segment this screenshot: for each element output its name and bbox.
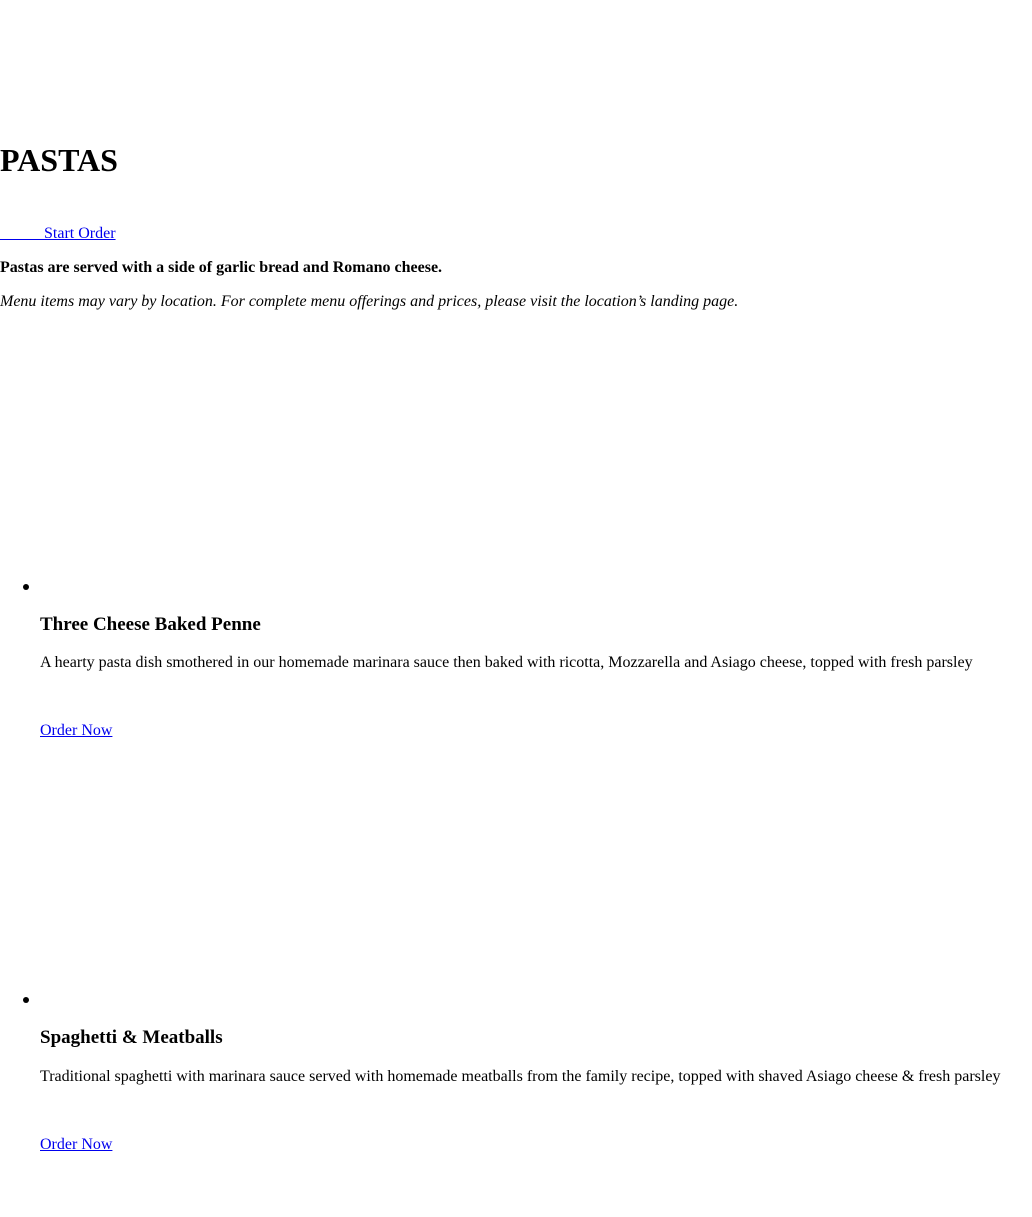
order-now-link[interactable]: Order Now <box>40 1136 113 1153</box>
menu-item-name: Three Cheese Baked Penne <box>40 614 261 635</box>
start-order-spacer <box>0 225 44 242</box>
order-now-link[interactable]: Order Now <box>40 722 113 739</box>
menu-disclaimer: Menu items may vary by location. For complete menu offerings and prices, please visit the location’s landing page. <box>0 293 739 310</box>
menu-item-image <box>40 744 1000 984</box>
list-bullet <box>23 997 29 1003</box>
menu-item-name: Spaghetti & Meatballs <box>40 1027 223 1048</box>
menu-item-description: Traditional spaghetti with marinara sauce served with homemade meatballs from the family recipe, topped with shaved Asiago cheese & fresh parsley <box>40 1068 1001 1085</box>
menu-item-description: A hearty pasta dish smothered in our homemade marinara sauce then baked with ricotta, Mozzarella and Asiago cheese, topped with fresh parsley <box>40 654 973 671</box>
menu-item-image <box>40 330 1000 570</box>
start-order-link[interactable] <box>0 225 116 242</box>
start-order-row <box>0 224 116 244</box>
start-order-label: Start Order <box>44 225 116 242</box>
serving-note: Pastas are served with a side of garlic bread and Romano cheese. <box>0 259 443 276</box>
page-title: PASTAS <box>0 142 118 178</box>
list-bullet <box>23 584 29 590</box>
